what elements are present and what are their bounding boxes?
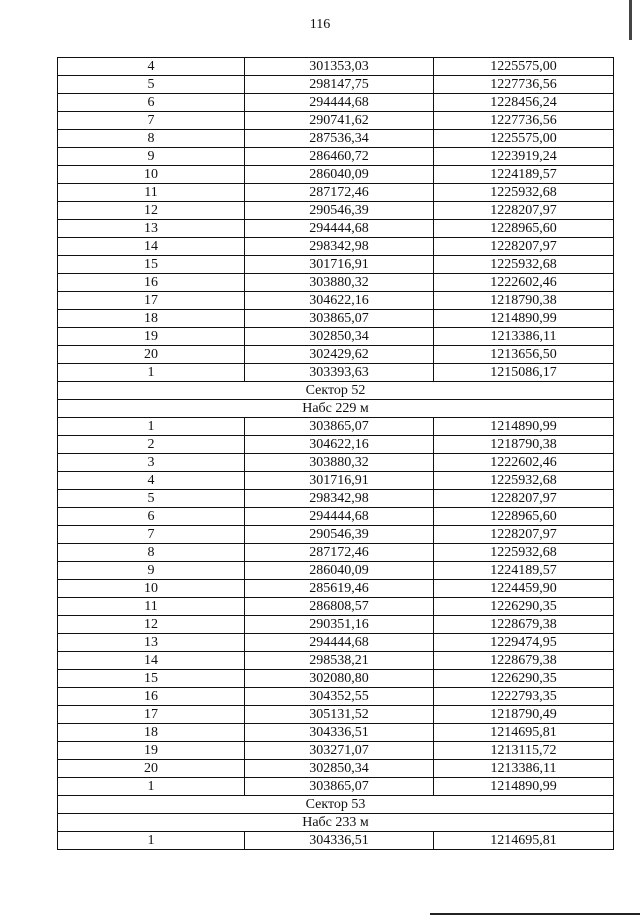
table-row (58, 508, 614, 526)
y-coordinate-cell: 1225575,00 (434, 58, 614, 76)
section-header-text: Набс 233 м (58, 814, 614, 832)
y-coordinate-cell: 1225575,00 (434, 130, 614, 148)
x-coordinate-cell: 304622,16 (245, 292, 434, 310)
table-row (58, 706, 614, 724)
point-number-cell: 15 (58, 670, 245, 688)
y-coordinate-cell: 1228207,97 (434, 490, 614, 508)
table-row (58, 832, 614, 850)
table-row (58, 778, 614, 796)
point-number-cell: 10 (58, 166, 245, 184)
y-coordinate-cell: 1214890,99 (434, 310, 614, 328)
x-coordinate-cell: 304352,55 (245, 688, 434, 706)
y-coordinate-cell: 1214695,81 (434, 724, 614, 742)
y-coordinate-cell: 1218790,38 (434, 292, 614, 310)
table-row (58, 580, 614, 598)
x-coordinate-cell: 303865,07 (245, 310, 434, 328)
y-coordinate-cell: 1214890,99 (434, 778, 614, 796)
point-number-cell: 5 (58, 490, 245, 508)
point-number-cell: 20 (58, 760, 245, 778)
point-number-cell: 15 (58, 256, 245, 274)
point-number-cell: 4 (58, 58, 245, 76)
table-row (58, 184, 614, 202)
x-coordinate-cell: 303393,63 (245, 364, 434, 382)
point-number-cell: 1 (58, 778, 245, 796)
y-coordinate-cell: 1214695,81 (434, 832, 614, 850)
y-coordinate-cell: 1228207,97 (434, 202, 614, 220)
point-number-cell: 2 (58, 436, 245, 454)
y-coordinate-cell: 1228207,97 (434, 238, 614, 256)
y-coordinate-cell: 1227736,56 (434, 76, 614, 94)
x-coordinate-cell: 286040,09 (245, 562, 434, 580)
point-number-cell: 7 (58, 526, 245, 544)
y-coordinate-cell: 1214890,99 (434, 418, 614, 436)
table-row (58, 166, 614, 184)
y-coordinate-cell: 1225932,68 (434, 472, 614, 490)
page-number: 116 (309, 17, 331, 32)
table-row (58, 490, 614, 508)
table-row (58, 76, 614, 94)
y-coordinate-cell: 1218790,49 (434, 706, 614, 724)
table-row (58, 292, 614, 310)
x-coordinate-cell: 298342,98 (245, 490, 434, 508)
scan-edge-mark-bottom (430, 913, 640, 915)
x-coordinate-cell: 304336,51 (245, 724, 434, 742)
section-header-row (58, 796, 614, 814)
table-row (58, 274, 614, 292)
table-row (58, 202, 614, 220)
table-row (58, 544, 614, 562)
table-row (58, 256, 614, 274)
y-coordinate-cell: 1223919,24 (434, 148, 614, 166)
table-row (58, 130, 614, 148)
table-row (58, 346, 614, 364)
point-number-cell: 6 (58, 508, 245, 526)
table-row (58, 652, 614, 670)
x-coordinate-cell: 290351,16 (245, 616, 434, 634)
x-coordinate-cell: 298342,98 (245, 238, 434, 256)
table-row (58, 724, 614, 742)
point-number-cell: 20 (58, 346, 245, 364)
x-coordinate-cell: 303880,32 (245, 274, 434, 292)
x-coordinate-cell: 303271,07 (245, 742, 434, 760)
point-number-cell: 1 (58, 832, 245, 850)
table-row (58, 634, 614, 652)
y-coordinate-cell: 1225932,68 (434, 544, 614, 562)
x-coordinate-cell: 303865,07 (245, 418, 434, 436)
point-number-cell: 12 (58, 202, 245, 220)
x-coordinate-cell: 287172,46 (245, 184, 434, 202)
y-coordinate-cell: 1215086,17 (434, 364, 614, 382)
table-row (58, 220, 614, 238)
table-row (58, 328, 614, 346)
table-row (58, 670, 614, 688)
section-header-text: Набс 229 м (58, 400, 614, 418)
section-header-row (58, 814, 614, 832)
scan-edge-mark-top (629, 0, 632, 40)
point-number-cell: 6 (58, 94, 245, 112)
point-number-cell: 18 (58, 724, 245, 742)
x-coordinate-cell: 290546,39 (245, 526, 434, 544)
y-coordinate-cell: 1228965,60 (434, 508, 614, 526)
y-coordinate-cell: 1218790,38 (434, 436, 614, 454)
point-number-cell: 8 (58, 130, 245, 148)
point-number-cell: 13 (58, 220, 245, 238)
table-row (58, 760, 614, 778)
y-coordinate-cell: 1225932,68 (434, 184, 614, 202)
x-coordinate-cell: 294444,68 (245, 508, 434, 526)
x-coordinate-cell: 302850,34 (245, 760, 434, 778)
x-coordinate-cell: 294444,68 (245, 634, 434, 652)
point-number-cell: 19 (58, 742, 245, 760)
y-coordinate-cell: 1224189,57 (434, 562, 614, 580)
point-number-cell: 5 (58, 76, 245, 94)
point-number-cell: 13 (58, 634, 245, 652)
x-coordinate-cell: 294444,68 (245, 220, 434, 238)
point-number-cell: 1 (58, 418, 245, 436)
x-coordinate-cell: 304622,16 (245, 436, 434, 454)
table-row (58, 616, 614, 634)
table-row (58, 58, 614, 76)
y-coordinate-cell: 1224189,57 (434, 166, 614, 184)
point-number-cell: 12 (58, 616, 245, 634)
x-coordinate-cell: 290546,39 (245, 202, 434, 220)
point-number-cell: 9 (58, 148, 245, 166)
point-number-cell: 9 (58, 562, 245, 580)
table-row (58, 742, 614, 760)
table-row (58, 94, 614, 112)
coordinates-table (57, 57, 614, 850)
y-coordinate-cell: 1213656,50 (434, 346, 614, 364)
table-row (58, 364, 614, 382)
x-coordinate-cell: 305131,52 (245, 706, 434, 724)
table-row (58, 562, 614, 580)
x-coordinate-cell: 303865,07 (245, 778, 434, 796)
table-row (58, 472, 614, 490)
point-number-cell: 3 (58, 454, 245, 472)
x-coordinate-cell: 301353,03 (245, 58, 434, 76)
section-header-text: Сектор 52 (58, 382, 614, 400)
point-number-cell: 17 (58, 292, 245, 310)
x-coordinate-cell: 301716,91 (245, 256, 434, 274)
table-row (58, 238, 614, 256)
x-coordinate-cell: 287172,46 (245, 544, 434, 562)
coordinates-table-body (58, 58, 614, 850)
table-row (58, 310, 614, 328)
x-coordinate-cell: 304336,51 (245, 832, 434, 850)
point-number-cell: 7 (58, 112, 245, 130)
x-coordinate-cell: 290741,62 (245, 112, 434, 130)
point-number-cell: 14 (58, 652, 245, 670)
point-number-cell: 11 (58, 184, 245, 202)
y-coordinate-cell: 1228679,38 (434, 616, 614, 634)
x-coordinate-cell: 302080,80 (245, 670, 434, 688)
table-row (58, 436, 614, 454)
y-coordinate-cell: 1228456,24 (434, 94, 614, 112)
y-coordinate-cell: 1228965,60 (434, 220, 614, 238)
point-number-cell: 19 (58, 328, 245, 346)
x-coordinate-cell: 302429,62 (245, 346, 434, 364)
table-row (58, 598, 614, 616)
section-header-row (58, 400, 614, 418)
y-coordinate-cell: 1226290,35 (434, 598, 614, 616)
x-coordinate-cell: 286808,57 (245, 598, 434, 616)
y-coordinate-cell: 1222793,35 (434, 688, 614, 706)
point-number-cell: 16 (58, 274, 245, 292)
table-row (58, 148, 614, 166)
y-coordinate-cell: 1229474,95 (434, 634, 614, 652)
y-coordinate-cell: 1225932,68 (434, 256, 614, 274)
table-row (58, 688, 614, 706)
x-coordinate-cell: 298538,21 (245, 652, 434, 670)
point-number-cell: 8 (58, 544, 245, 562)
x-coordinate-cell: 294444,68 (245, 94, 434, 112)
y-coordinate-cell: 1227736,56 (434, 112, 614, 130)
table-row (58, 526, 614, 544)
point-number-cell: 10 (58, 580, 245, 598)
y-coordinate-cell: 1213386,11 (434, 760, 614, 778)
point-number-cell: 14 (58, 238, 245, 256)
y-coordinate-cell: 1213115,72 (434, 742, 614, 760)
point-number-cell: 11 (58, 598, 245, 616)
y-coordinate-cell: 1222602,46 (434, 454, 614, 472)
point-number-cell: 4 (58, 472, 245, 490)
point-number-cell: 16 (58, 688, 245, 706)
x-coordinate-cell: 286460,72 (245, 148, 434, 166)
point-number-cell: 18 (58, 310, 245, 328)
y-coordinate-cell: 1226290,35 (434, 670, 614, 688)
point-number-cell: 1 (58, 364, 245, 382)
x-coordinate-cell: 301716,91 (245, 472, 434, 490)
x-coordinate-cell: 303880,32 (245, 454, 434, 472)
y-coordinate-cell: 1213386,11 (434, 328, 614, 346)
y-coordinate-cell: 1224459,90 (434, 580, 614, 598)
x-coordinate-cell: 302850,34 (245, 328, 434, 346)
y-coordinate-cell: 1228679,38 (434, 652, 614, 670)
table-row (58, 454, 614, 472)
x-coordinate-cell: 298147,75 (245, 76, 434, 94)
table-row (58, 418, 614, 436)
table-row (58, 112, 614, 130)
section-header-row (58, 382, 614, 400)
point-number-cell: 17 (58, 706, 245, 724)
y-coordinate-cell: 1222602,46 (434, 274, 614, 292)
section-header-text: Сектор 53 (58, 796, 614, 814)
x-coordinate-cell: 285619,46 (245, 580, 434, 598)
x-coordinate-cell: 286040,09 (245, 166, 434, 184)
x-coordinate-cell: 287536,34 (245, 130, 434, 148)
y-coordinate-cell: 1228207,97 (434, 526, 614, 544)
